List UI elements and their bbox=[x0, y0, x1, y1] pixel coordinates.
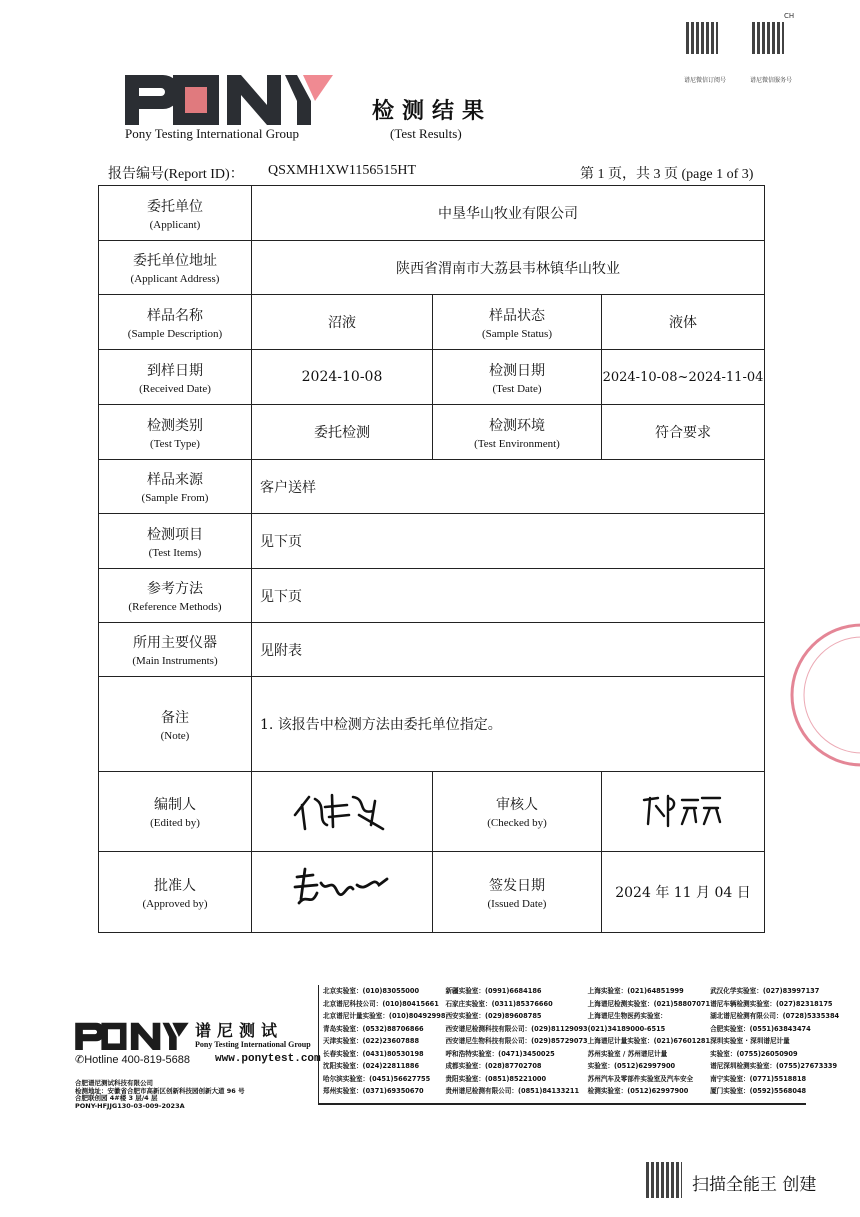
corner-code: CH bbox=[784, 12, 795, 20]
test-date-value: 2024-10-08~2024-11-04 bbox=[602, 350, 765, 405]
footer-brand-cn: 谱尼测试 bbox=[195, 1021, 284, 1040]
seal-stamp-fragment bbox=[780, 615, 860, 775]
qr-code-service bbox=[752, 22, 784, 54]
sample-from-value: 客户送样 bbox=[252, 460, 765, 514]
title-en: (Test Results) bbox=[390, 126, 462, 141]
footer-pony-logo bbox=[75, 1020, 190, 1050]
row-applicant: 委托单位 (Applicant) 中垦华山牧业有限公司 bbox=[99, 186, 765, 241]
footer-brand-en: Pony Testing International Group bbox=[195, 1040, 311, 1049]
row-edited-checked: 编制人 (Edited by) 审核人 (Checked by) bbox=[99, 772, 765, 852]
scanner-qr-icon bbox=[646, 1162, 682, 1198]
applicant-value: 中垦华山牧业有限公司 bbox=[252, 186, 765, 241]
page-info: 第 1 页，共 3 页 (page 1 of 3) bbox=[580, 167, 754, 182]
footer-address: 合肥谱尼测试科技有限公司 检测地址：安徽省合肥市高新区创新科技园创新大道 96 号 合肥联创园 4#楼 3 层/4 层 PONY-HFJJG130-03-009-2023A bbox=[75, 1079, 245, 1110]
qr-label-subscription: 谱尼微信订阅号 bbox=[684, 77, 727, 84]
issued-date-value: 2024 年 11 月 04 日 bbox=[602, 852, 765, 933]
qr-label-service: 谱尼微信服务号 bbox=[750, 77, 793, 84]
pony-logo bbox=[125, 70, 335, 125]
methods-value: 见下页 bbox=[252, 569, 765, 623]
row-note: 备注 (Note) 1. 该报告中检测方法由委托单位指定。 bbox=[99, 677, 765, 772]
approved-signature bbox=[252, 852, 433, 933]
report-id-label: 报告编号(Report ID)： bbox=[108, 167, 244, 182]
row-approved-issued: 批准人 (Approved by) 签发日期 (Issued Date) 2024 年 11 月 04 日 bbox=[99, 852, 765, 933]
contacts-column: 北京实验室：(010)83055000 北京谱尼科技公司：(010)80415661 北京谱尼计量实验室：(010)80492998 青岛实验室：(0532)88706866 天津实验室：(022)23607888 长春实验室：(0431)80530198 沈阳实验室：(024)22811886 哈尔滨实验室：(0451)56627755 郑州实验室：(0371)69350670 bbox=[323, 987, 446, 1095]
edited-signature bbox=[252, 772, 433, 852]
contacts-column: 上海实验室：(021)64851999 上海谱尼检测实验室：(021)58807071 上海谱尼生物医药实验室： (021)34189000-6515 上海谱尼计量实验室：(021)67601281 苏州实验室 / 苏州谱尼计量 实验室：(0512)62997900 苏州汽车及零部件实验室及汽车安全 检测实验室：(0512)62997900 bbox=[587, 987, 711, 1095]
lab-contacts bbox=[318, 985, 840, 1105]
address-value: 陕西省渭南市大荔县韦林镇华山牧业 bbox=[252, 241, 765, 295]
contacts-column: 武汉化学实验室：(027)83997137 谱尼车辆检测实验室：(027)82318175 湖北谱尼检测有限公司：(0728)5335384 合肥实验室：(0551)63843474 深圳实验室 · 深圳谱尼计量 实验室：(0755)26050909 谱尼深圳检测实验室：(0755)27673339 南宁实验室：(0771)5518818 厦门实验室：(0592)5568048 bbox=[710, 987, 840, 1095]
row-sample: 样品名称 (Sample Description) 沼液 样品状态 (Sample Status) 液体 bbox=[99, 295, 765, 350]
test-type-value: 委托检测 bbox=[252, 405, 433, 460]
checked-signature bbox=[602, 772, 765, 852]
title-cn: 检测结果 bbox=[372, 98, 493, 124]
sample-desc-value: 沼液 bbox=[252, 295, 433, 350]
row-address: 委托单位地址 (Applicant Address) 陕西省渭南市大荔县韦林镇华山牧业 bbox=[99, 241, 765, 295]
instruments-value: 见附表 bbox=[252, 623, 765, 677]
scanner-watermark: 扫描全能王 创建 bbox=[692, 1175, 817, 1195]
row-dates: 到样日期 (Received Date) 2024-10-08 检测日期 (Test Date) 2024-10-08~2024-11-04 bbox=[99, 350, 765, 405]
row-type: 检测类别 (Test Type) 委托检测 检测环境 (Test Environment) 符合要求 bbox=[99, 405, 765, 460]
test-items-value: 见下页 bbox=[252, 514, 765, 569]
row-test-items: 检测项目 (Test Items) 见下页 bbox=[99, 514, 765, 569]
row-methods: 参考方法 (Reference Methods) 见下页 bbox=[99, 569, 765, 623]
hotline: ✆Hotline 400-819-5688 bbox=[75, 1054, 191, 1066]
website: www.ponytest.com bbox=[215, 1053, 321, 1065]
report-table bbox=[98, 185, 765, 933]
contacts-column: 新疆实验室：(0991)6684186 石家庄实验室：(0311)85376660 西安实验室：(029)89608785 西安谱尼检测科技有限公司：(029)81129093 西安谱尼生物科技有限公司：(029)85729073 呼和浩特实验室：(0471)3450025 成都实验室：(028)87702708 贵阳实验室：(0851)85221000 贵州谱尼检测有限公司：(0851)84133211 bbox=[445, 987, 588, 1095]
received-date-value: 2024-10-08 bbox=[252, 350, 433, 405]
report-id: QSXMH1XW1156515HT bbox=[268, 163, 417, 178]
row-sample-from: 样品来源 (Sample From) 客户送样 bbox=[99, 460, 765, 514]
environment-value: 符合要求 bbox=[602, 405, 765, 460]
note-value: 1. 该报告中检测方法由委托单位指定。 bbox=[252, 677, 765, 772]
qr-code-subscription bbox=[686, 22, 718, 54]
row-instruments: 所用主要仪器 (Main Instruments) 见附表 bbox=[99, 623, 765, 677]
sample-status-value: 液体 bbox=[602, 295, 765, 350]
company-name-en: Pony Testing International Group bbox=[125, 126, 299, 141]
